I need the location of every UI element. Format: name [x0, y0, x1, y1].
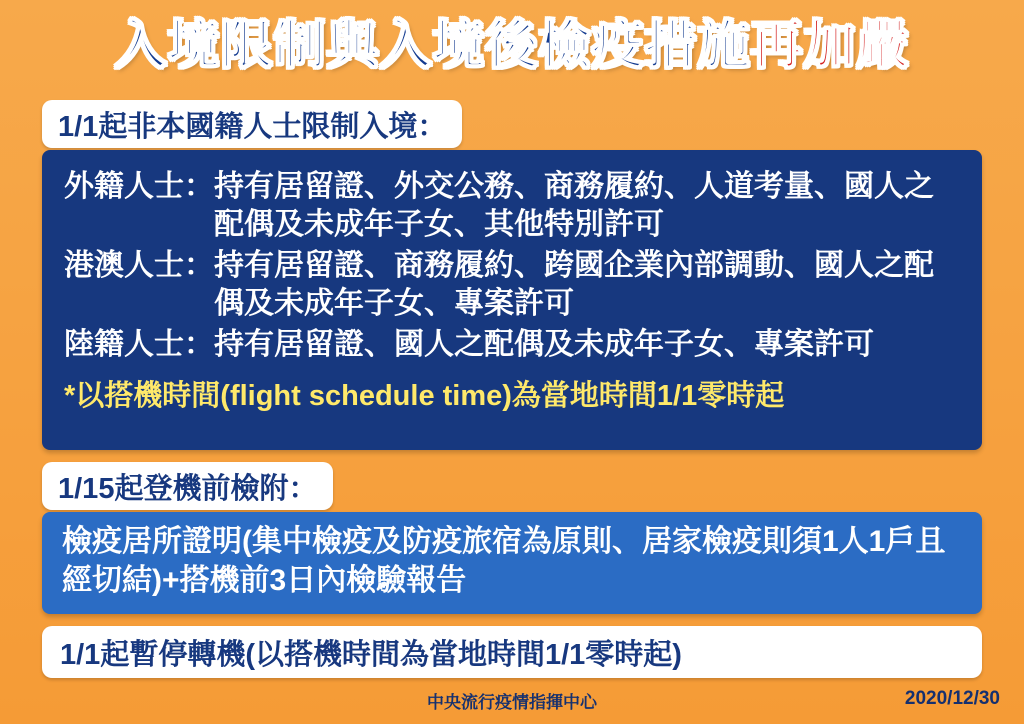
section1-panel	[42, 150, 982, 450]
entry-rule-row	[64, 326, 960, 364]
footer-date: 2020/12/30	[904, 688, 1000, 709]
footer-organization: 中央流行疫情指揮中心	[427, 693, 597, 712]
page-title	[0, 18, 1024, 75]
entry-rule-text: 持有居留證、商務履約、跨國企業內部調動、國人之配偶及未成年子女、專案許可	[214, 248, 934, 321]
section1-heading: 1/1起非本國籍人士限制入境：	[42, 100, 462, 148]
section2-panel: 檢疫居所證明(集中檢疫及防疫旅宿為原則、居家檢疫則須1人1戶且經切結)+搭機前3日內檢驗報告	[42, 512, 982, 614]
entry-rule-row	[64, 247, 960, 324]
entry-rule-label: 陸籍人士：	[64, 327, 214, 361]
page-title-main: 入境限制與入境後檢疫措施	[114, 17, 751, 75]
section2-heading: 1/15起登機前檢附：	[42, 462, 333, 510]
entry-rule-text: 持有居留證、國人之配偶及未成年子女、專案許可	[214, 327, 874, 361]
section1-note: *以搭機時間(flight schedule time)為當地時間1/1零時起	[64, 379, 785, 412]
entry-rule-row	[64, 168, 960, 245]
entry-rule-label: 外籍人士：	[64, 170, 214, 203]
page-title-accent: 再加嚴	[750, 17, 910, 75]
footer	[0, 688, 1024, 718]
entry-rule-text: 持有居留證、外交公務、商務履約、人道考量、國人之配偶及未成年子女、其他特別許可	[214, 170, 934, 242]
section3-banner: 1/1起暫停轉機(以搭機時間為當地時間1/1零時起)	[42, 626, 982, 678]
entry-rule-label: 港澳人士：	[64, 248, 214, 282]
